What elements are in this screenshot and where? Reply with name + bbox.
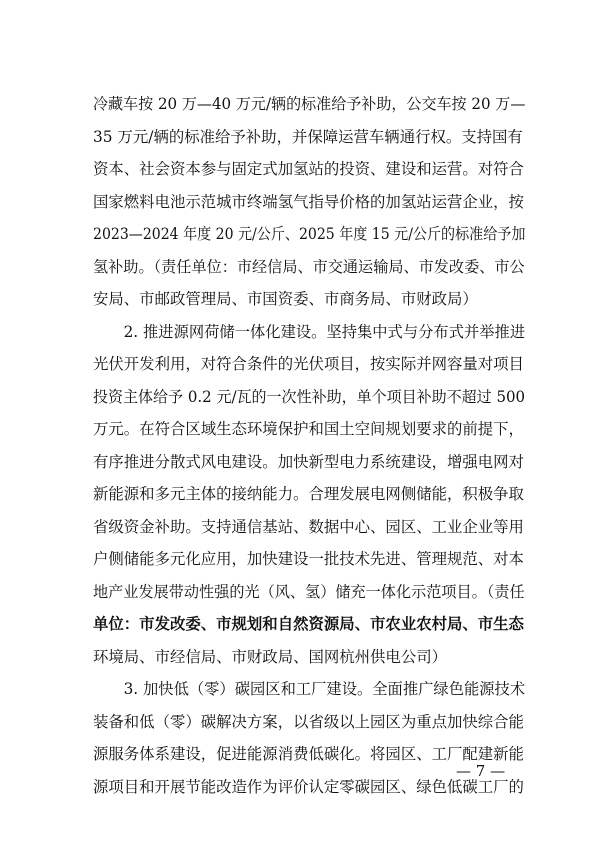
text-line: 装备和低（零）碳解决方案，以省级以上园区为重点加快综合能: [93, 712, 524, 731]
text-line: 35 万元/辆的标准给予补助，并保障运营车辆通行权。支持国有: [93, 127, 523, 146]
text-line: 3. 加快低（零）碳园区和工厂建设。全面推广绿色能源技术: [93, 680, 526, 698]
text-line: 新能源和多元主体的接纳能力。合理发展电网侧储能，积极争取: [93, 485, 524, 503]
text-line: 省级资金补助。支持通信基站、数据中心、园区、工业企业等用: [93, 517, 524, 536]
text-line: 国家燃料电池示范城市终端氢气指导价格的加氢站运营企业，按: [93, 192, 524, 211]
text-line: 有序推进分散式风电建设。加快新型电力系统建设，增强电网对: [93, 452, 524, 471]
text-line: 投资主体给予 0.2 元/瓦的一次性补助，单个项目补助不超过 500: [93, 387, 526, 406]
document-body: [93, 88, 525, 803]
text-line: 安局、市邮政管理局、市国资委、市商务局、市财政局）: [93, 290, 478, 308]
paragraph-source-grid-load-storage: [93, 316, 525, 674]
text-line: 光伏开发利用，对符合条件的光伏项目，按实际并网容量对项目: [93, 355, 524, 373]
text-line: 单位：市发改委、市规划和自然资源局、市农业农村局、市生态: [93, 615, 524, 633]
text-line: 源服务体系建设，促进能源消费低碳化。将园区、工厂配建新能: [93, 745, 524, 763]
text-line: 资本、社会资本参与固定式加氢站的投资、建设和运营。对符合: [93, 160, 524, 178]
paragraph-hydrogen-subsidy: [93, 88, 525, 316]
page-number: — 7 —: [456, 762, 506, 780]
text-line: 2. 推进源网荷储一体化建设。坚持集中式与分布式并举推进: [93, 322, 526, 341]
text-line: 源项目和开展节能改造作为评价认定零碳园区、绿色低碳工厂的: [93, 777, 524, 796]
text-line: 冷藏车按 20 万—40 万元/辆的标准给予补助，公交车按 20 万—: [93, 95, 526, 113]
text-line: 户侧储能多元化应用，加快建设一批技术先进、管理规范、对本: [93, 550, 524, 568]
text-line: 氢补助。（责任单位：市经信局、市交通运输局、市发改委、市公: [93, 257, 525, 276]
text-line: 万元。在符合区域生态环境保护和国土空间规划要求的前提下，: [93, 420, 524, 438]
paragraph-low-carbon-parks: [93, 673, 525, 803]
text-line: 环境局、市经信局、市财政局、国网杭州供电公司）: [93, 647, 447, 666]
text-line: 2023—2024 年度 20 元/公斤、2025 年度 15 元/公斤的标准给予加: [93, 225, 526, 243]
text-line: 地产业发展带动性强的光（风、氢）储充一体化示范项目。（责任: [93, 582, 525, 601]
